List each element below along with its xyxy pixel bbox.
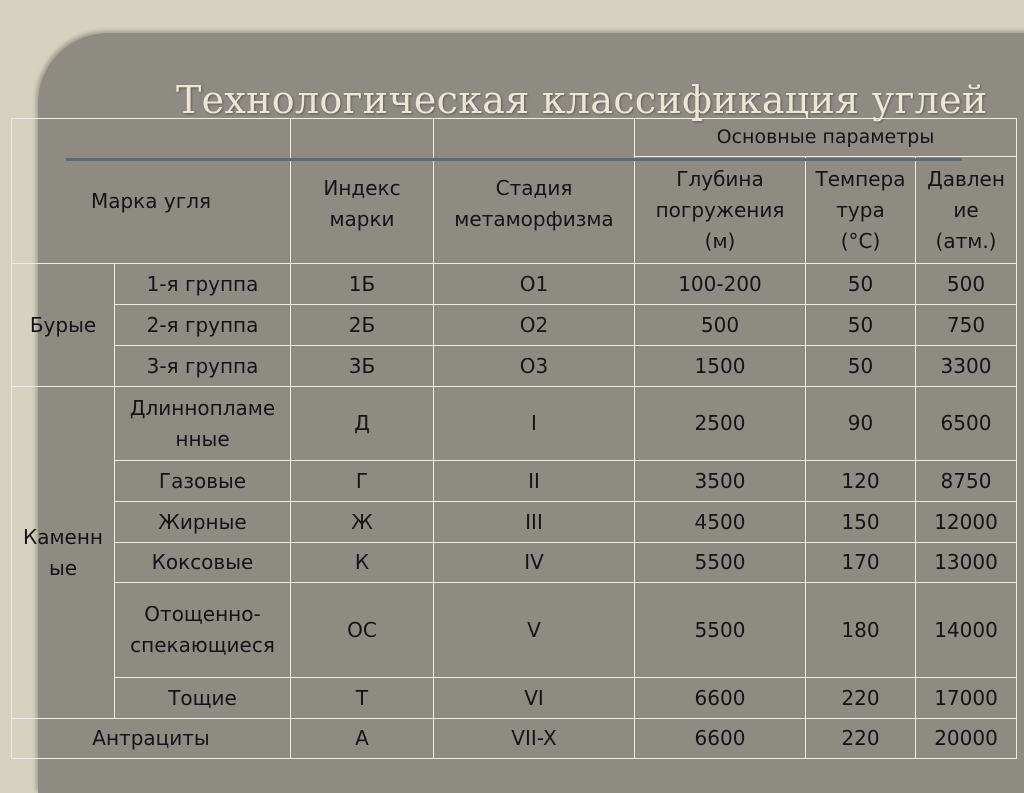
row-index: Г bbox=[291, 461, 434, 502]
row-depth: 6600 bbox=[635, 678, 806, 719]
row-stage: О3 bbox=[434, 346, 635, 387]
row-depth: 4500 bbox=[635, 502, 806, 543]
row-temperature: 120 bbox=[806, 461, 916, 502]
row-depth: 500 bbox=[635, 305, 806, 346]
row-name: Коксовые bbox=[115, 543, 291, 583]
row-pressure: 12000 bbox=[916, 502, 1017, 543]
row-stage: О2 bbox=[434, 305, 635, 346]
row-stage: IV bbox=[434, 543, 635, 583]
header-index-line2: марки bbox=[329, 206, 395, 231]
row-depth: 6600 bbox=[635, 719, 806, 759]
header-temp-line1: Темпера bbox=[815, 166, 906, 191]
row-stage: О1 bbox=[434, 264, 635, 305]
group-hard-line2: ые bbox=[48, 555, 78, 580]
table-row bbox=[12, 346, 1017, 387]
header-depth-line1: Глубина bbox=[676, 166, 764, 191]
header-main-params: Основные параметры bbox=[635, 119, 1017, 157]
row-pressure: 14000 bbox=[916, 583, 1017, 678]
row-name: Тощие bbox=[115, 678, 291, 719]
row-depth: 2500 bbox=[635, 387, 806, 461]
row-pressure: 13000 bbox=[916, 543, 1017, 583]
group-hard bbox=[12, 387, 115, 719]
table-row bbox=[12, 461, 1017, 502]
row-index: 2Б bbox=[291, 305, 434, 346]
row-depth: 5500 bbox=[635, 543, 806, 583]
row-index: Д bbox=[291, 387, 434, 461]
row-temperature: 50 bbox=[806, 264, 916, 305]
row-stage: I bbox=[434, 387, 635, 461]
row-index: 1Б bbox=[291, 264, 434, 305]
table-row bbox=[12, 502, 1017, 543]
row-name: Антрациты bbox=[12, 719, 291, 759]
table-row bbox=[12, 583, 1017, 678]
table-row bbox=[12, 387, 1017, 461]
group-brown: Бурые bbox=[12, 264, 115, 387]
row-temperature: 150 bbox=[806, 502, 916, 543]
row-pressure: 750 bbox=[916, 305, 1017, 346]
header-stage-line2: метаморфизма bbox=[454, 206, 614, 231]
header-temp-line2: тура bbox=[836, 197, 885, 222]
row-name-line1: Длиннопламе bbox=[129, 395, 276, 420]
header-mark-label: Марка угля bbox=[90, 189, 212, 213]
row-pressure: 3300 bbox=[916, 346, 1017, 387]
header-press-line2: ие bbox=[953, 197, 979, 222]
header-stage-line1: Стадия bbox=[495, 175, 573, 200]
row-pressure: 20000 bbox=[916, 719, 1017, 759]
header-temp-line3: (°С) bbox=[840, 228, 881, 253]
header-temperature bbox=[806, 157, 916, 264]
row-name bbox=[115, 583, 291, 678]
header-row-top bbox=[12, 119, 1017, 157]
row-stage: VII-X bbox=[434, 719, 635, 759]
row-stage: V bbox=[434, 583, 635, 678]
row-name-line1: Отощенно- bbox=[144, 602, 261, 626]
classification-table bbox=[11, 118, 1017, 759]
header-depth-line3: (м) bbox=[704, 228, 736, 253]
row-temperature: 220 bbox=[806, 678, 916, 719]
header-depth bbox=[635, 157, 806, 264]
row-depth: 100-200 bbox=[635, 264, 806, 305]
header-mark bbox=[12, 119, 291, 264]
row-name: Газовые bbox=[115, 461, 291, 502]
row-index: ОС bbox=[291, 583, 434, 678]
row-temperature: 170 bbox=[806, 543, 916, 583]
row-pressure: 6500 bbox=[916, 387, 1017, 461]
header-press-line3: (атм.) bbox=[935, 228, 997, 253]
row-temperature: 90 bbox=[806, 387, 916, 461]
row-depth: 3500 bbox=[635, 461, 806, 502]
header-index-line1: Индекс bbox=[323, 175, 401, 200]
group-hard-line1: Каменн bbox=[23, 524, 103, 549]
row-depth: 1500 bbox=[635, 346, 806, 387]
table-row bbox=[12, 719, 1017, 759]
row-name: 3-я группа bbox=[115, 346, 291, 387]
row-temperature: 180 bbox=[806, 583, 916, 678]
row-temperature: 50 bbox=[806, 346, 916, 387]
header-pressure bbox=[916, 157, 1017, 264]
row-pressure: 17000 bbox=[916, 678, 1017, 719]
row-index: Т bbox=[291, 678, 434, 719]
table-row bbox=[12, 678, 1017, 719]
row-temperature: 50 bbox=[806, 305, 916, 346]
header-depth-line2: погружения bbox=[655, 197, 785, 222]
row-name-line2: нные bbox=[175, 426, 230, 451]
row-name-line2: спекающиеся bbox=[130, 633, 275, 657]
row-index: А bbox=[291, 719, 434, 759]
header-stage bbox=[434, 119, 635, 264]
page-title: Технологическая классификация углей bbox=[176, 78, 988, 122]
row-depth: 5500 bbox=[635, 583, 806, 678]
row-pressure: 500 bbox=[916, 264, 1017, 305]
table-row bbox=[12, 543, 1017, 583]
row-pressure: 8750 bbox=[916, 461, 1017, 502]
row-stage: VI bbox=[434, 678, 635, 719]
row-name bbox=[115, 387, 291, 461]
row-index: Ж bbox=[291, 502, 434, 543]
row-name: 2-я группа bbox=[115, 305, 291, 346]
row-name: Жирные bbox=[115, 502, 291, 543]
row-stage: III bbox=[434, 502, 635, 543]
row-temperature: 220 bbox=[806, 719, 916, 759]
row-index: 3Б bbox=[291, 346, 434, 387]
title-underline bbox=[66, 158, 962, 161]
table-row bbox=[12, 264, 1017, 305]
header-press-line1: Давлен bbox=[927, 166, 1005, 191]
header-index bbox=[291, 119, 434, 264]
row-index: К bbox=[291, 543, 434, 583]
row-name: 1-я группа bbox=[115, 264, 291, 305]
table-row bbox=[12, 305, 1017, 346]
row-stage: II bbox=[434, 461, 635, 502]
